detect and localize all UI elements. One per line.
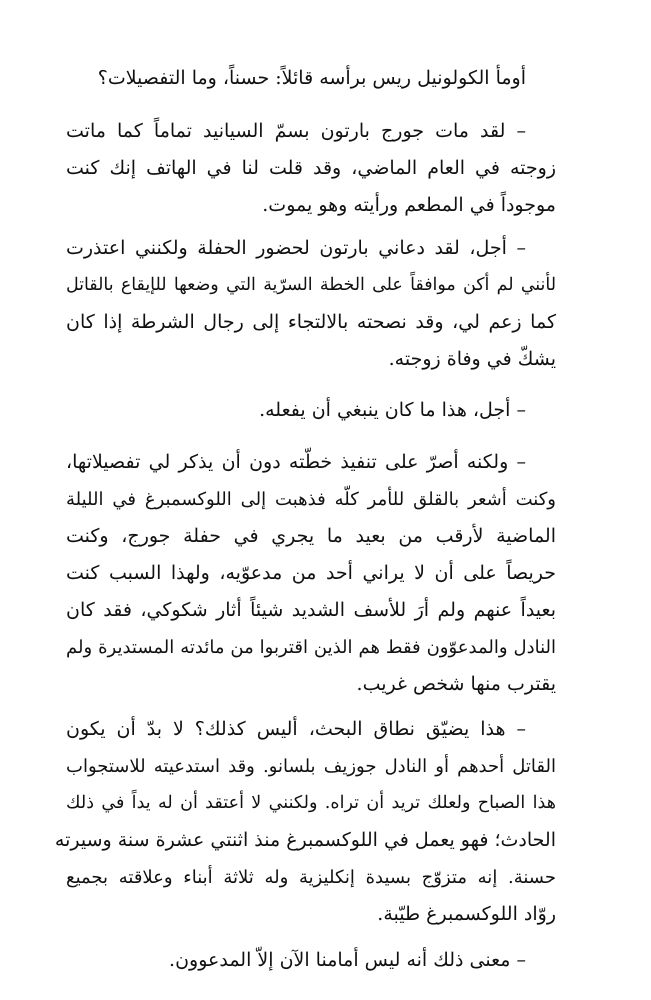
paragraph-4 xyxy=(66,392,526,429)
text-line: الحادث؛ فهو يعمل في اللوكسمبرغ منذ اثنتي عشرة سنة وسيرته xyxy=(54,829,556,851)
paragraph-2 xyxy=(66,113,556,224)
text-line: كما زعم لي، وقد نصحته بالالتجاء إلى رجال الشرطة إذا كان xyxy=(66,311,556,333)
paragraph-1 xyxy=(66,60,526,97)
text-line: – معنى ذلك أنه ليس أمامنا الآن إلاّ المدعوون. xyxy=(169,949,526,971)
text-line: موجوداً في المطعم ورأيته وهو يموت. xyxy=(262,194,556,216)
text-line: يقترب منها شخص غريب. xyxy=(356,673,556,695)
text-line: القاتل أحدهم أو النادل جوزيف بلسانو. وقد استدعيته للاستجواب xyxy=(66,756,556,777)
paragraph-7 xyxy=(66,942,526,979)
paragraph-3 xyxy=(66,230,556,378)
text-line: يشكّ في وفاة زوجته. xyxy=(388,348,556,370)
text-line: – ولكنه أصرّ على تنفيذ خطّته دون أن يذكر لي تفصيلاتها، xyxy=(66,451,526,473)
book-page xyxy=(54,0,557,1000)
paragraph-6 xyxy=(54,711,556,933)
text-line: – هذا يضيّق نطاق البحث، أليس كذلك؟ لا بدّ أن يكون xyxy=(66,718,526,740)
text-line: حريصاً على أن لا يراني أحد من مدعوّيه، ولهذا السبب كنت xyxy=(66,562,556,584)
text-line: حسنة. إنه متزوّج بسيدة إنكليزية وله ثلاثة أبناء وعلاقته بجميع xyxy=(66,867,556,888)
text-line: الماضية لأرقب من بعيد ما يجري في حفلة جورج، وكنت xyxy=(66,525,557,547)
text-line: روّاد اللوكسمبرغ طيّبة. xyxy=(377,903,556,925)
text-line: – أجل، هذا ما كان ينبغي أن يفعله. xyxy=(259,399,526,421)
text-line: زوجته في العام الماضي، وقد قلت لنا في الهاتف إنك كنت xyxy=(66,157,556,179)
text-line: أومأ الكولونيل ريس برأسه قائلاً: حسناً، وما التفصيلات؟ xyxy=(97,67,526,89)
text-line: – لقد مات جورج بارتون بسمّ السيانيد تماماً كما ماتت xyxy=(66,120,526,142)
text-line: – أجل، لقد دعاني بارتون لحضور الحفلة ولكنني اعتذرت xyxy=(66,237,526,259)
text-line: لأنني لم أكن موافقاً على الخطة السرّية التي وضعها للإيقاع بالقاتل xyxy=(66,275,556,295)
text-line: النادل والمدعوّون فقط هم الذين اقتربوا من مائدته المستديرة ولم xyxy=(66,637,557,658)
paragraph-5 xyxy=(66,444,556,703)
text-line: وكنت أشعر بالقلق للأمر كلّه فذهبت إلى اللوكسمبرغ في الليلة xyxy=(66,489,556,510)
text-line: هذا الصباح ولعلك تريد أن تراه. ولكنني لا أعتقد أن له يداً في ذلك xyxy=(66,793,556,813)
text-line: بعيداً عنهم ولم أرَ للأسف الشديد شيئاً أثار شكوكي، فقد كان xyxy=(66,599,556,621)
